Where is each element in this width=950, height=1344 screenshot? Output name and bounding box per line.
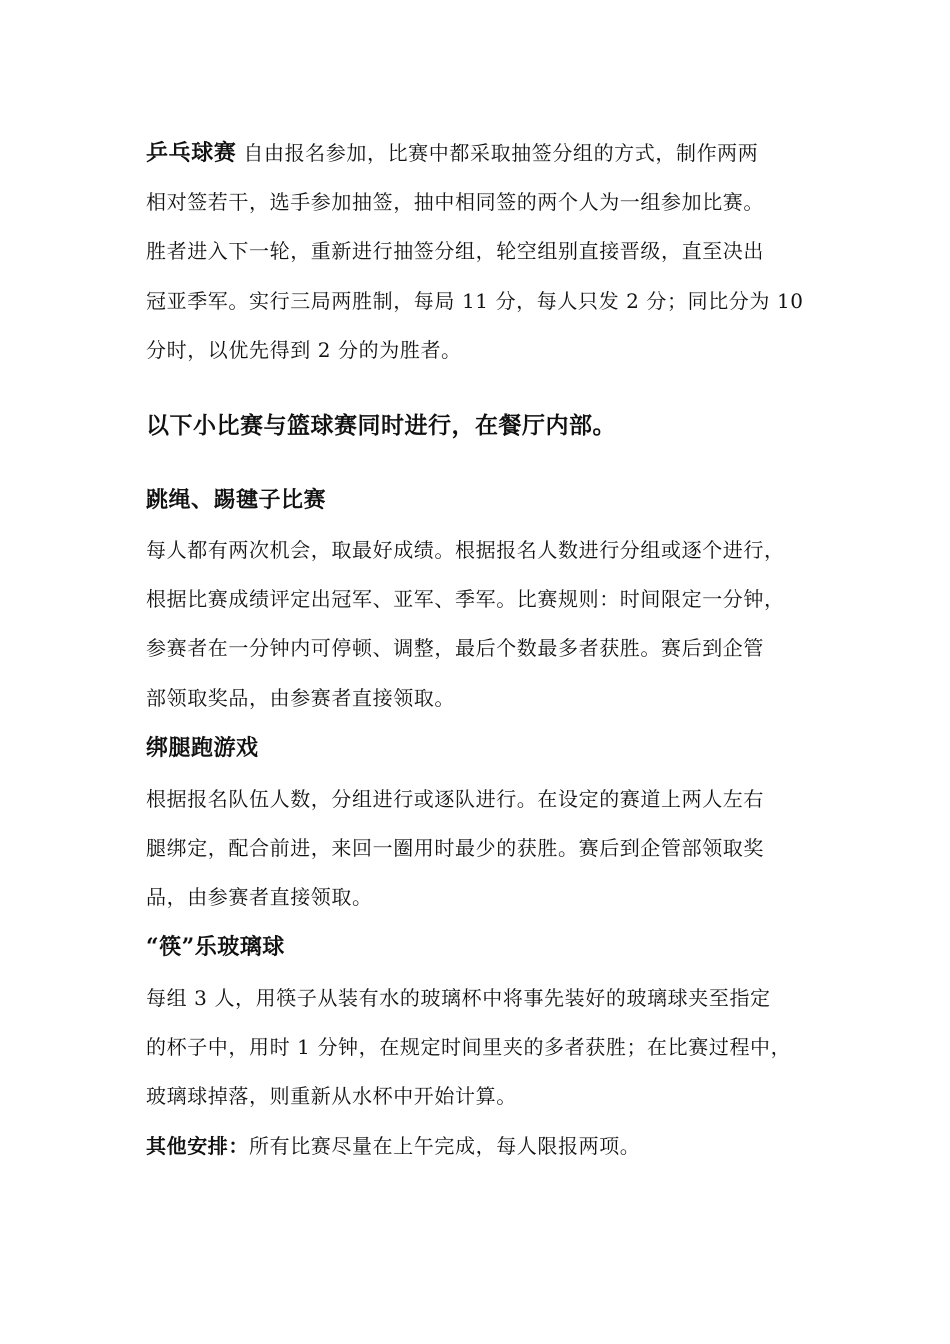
notice-heading: 以下小比赛与篮球赛同时进行，在餐厅内部。 — [146, 412, 616, 439]
pingpong-paragraph-line-3: 胜者进入下一轮，重新进行抽签分组，轮空组别直接晋级，直至决出 — [146, 239, 764, 263]
other-arrangements-line — [146, 1132, 640, 1160]
pingpong-paragraph-line-4: 冠亚季军。实行三局两胜制，每局 11 分，每人只发 2 分；同比分为 10 — [146, 289, 804, 313]
other-arrangements-text: 所有比赛尽量在上午完成，每人限报两项。 — [249, 1134, 641, 1158]
marbles-paragraph-line-1: 每组 3 人，用筷子从装有水的玻璃杯中将事先装好的玻璃球夹至指定 — [146, 986, 771, 1010]
marbles-paragraph-line-3: 玻璃球掉落，则重新从水杯中开始计算。 — [146, 1084, 517, 1108]
rope-paragraph-line-3: 参赛者在一分钟内可停顿、调整，最后个数最多者获胜。赛后到企管 — [146, 636, 764, 660]
rope-heading: 跳绳、踢毽子比赛 — [146, 487, 327, 513]
marbles-heading: “筷”乐玻璃球 — [146, 934, 285, 960]
legrace-paragraph-line-2: 腿绑定，配合前进，来回一圈用时最少的获胜。赛后到企管部领取奖 — [146, 836, 764, 860]
pingpong-line-1-text: 自由报名参加，比赛中都采取抽签分组的方式，制作两两 — [236, 141, 759, 165]
pingpong-paragraph-line-2: 相对签若干，选手参加抽签，抽中相同签的两个人为一组参加比赛。 — [146, 190, 764, 214]
other-arrangements-label: 其他安排： — [146, 1134, 249, 1158]
legrace-paragraph-line-1: 根据报名队伍人数，分组进行或逐队进行。在设定的赛道上两人左右 — [146, 787, 764, 811]
legrace-heading: 绑腿跑游戏 — [146, 735, 259, 761]
rope-paragraph-line-2: 根据比赛成绩评定出冠军、亚军、季军。比赛规则：时间限定一分钟， — [146, 587, 785, 611]
rope-paragraph-line-4: 部领取奖品，由参赛者直接领取。 — [146, 686, 455, 710]
pingpong-title: 乒乓球赛 — [146, 140, 237, 166]
rope-paragraph-line-1: 每人都有两次机会，取最好成绩。根据报名人数进行分组或逐个进行， — [146, 538, 785, 562]
marbles-paragraph-line-2: 的杯子中，用时 1 分钟，在规定时间里夹的多者获胜；在比赛过程中， — [146, 1035, 792, 1059]
legrace-paragraph-line-3: 品，由参赛者直接领取。 — [146, 885, 373, 909]
pingpong-paragraph-line-5: 分时，以优先得到 2 分的为胜者。 — [146, 338, 462, 362]
pingpong-paragraph-line-1 — [146, 139, 758, 167]
